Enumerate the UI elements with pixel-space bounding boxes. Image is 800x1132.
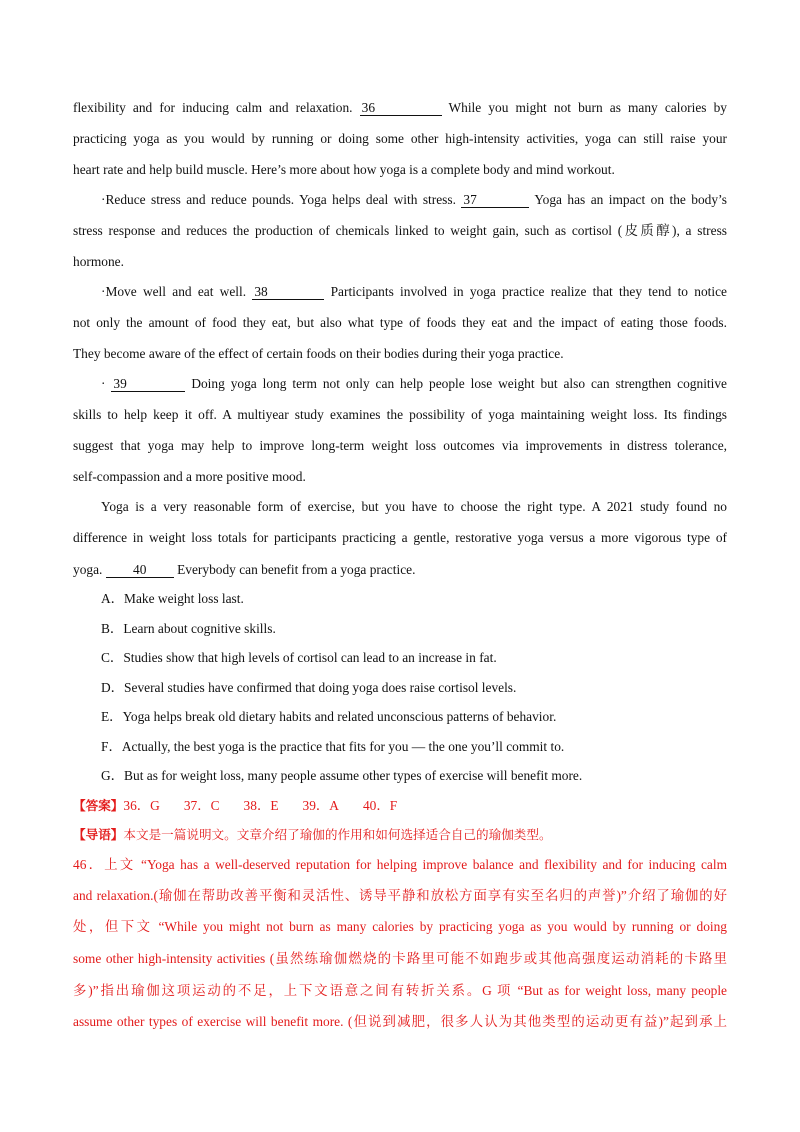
explanation-line-1: 46．上文 “Yoga has a well-deserved reputation for helping improve balance and flexibility and for inducing calm	[73, 857, 727, 872]
passage-line-3: heart rate and help build muscle. Here’s more about how yoga is a complete body and mind workout.	[73, 162, 615, 177]
explanation-line-4: some other high-intensity activities (虽然练瑜伽燃烧的卡路里可能不如跑步或其他高强度运动消耗的卡路里	[73, 951, 727, 966]
guide-text: 本文是一篇说明文。文章介绍了瑜伽的作用和如何选择适合自己的瑜伽类型。	[123, 827, 552, 842]
passage-line-5	[73, 222, 727, 240]
explanation-line-6: assume other types of exercise will benefit more. (但说到减肥，很多人认为其他类型的运动更有益)”起到承上	[73, 1014, 727, 1029]
passage-line-7	[101, 283, 727, 301]
text-segment: Yoga has an impact on the body’s	[534, 192, 727, 207]
answer-label: 【答案】	[73, 798, 124, 813]
passage-line-8: not only the amount of food they eat, but also what type of foods they eat and the impact of eating those foods.	[73, 315, 727, 330]
explanation-line-3: 处，但下文 “While you might not burn as many calories by practicing yoga as you would by running or doing	[73, 919, 727, 934]
text-segment: Doing yoga long term not only can help people lose weight but also can strengthen cognitive	[191, 376, 727, 391]
passage-line-1	[73, 99, 727, 117]
passage-line-11: skills to help keep it off. A multiyear study examines the possibility of yoga maintaining weight loss. Its findings	[73, 407, 727, 422]
passage-line-12: suggest that yoga may help to improve long-term weight loss outcomes via improvements in distress tolerance,	[73, 438, 727, 453]
blank-36: 36	[360, 101, 442, 116]
passage-line-16	[73, 561, 727, 579]
passage-line-10	[101, 375, 727, 393]
answer-line	[73, 797, 727, 815]
passage-line-9: They become aware of the effect of certain foods on their bodies during their yoga practice.	[73, 346, 564, 361]
answer-item: 40．F	[362, 798, 398, 813]
passage-line-14: Yoga is a very reasonable form of exercise, but you have to choose the right type. A 2021 study found no	[101, 499, 727, 514]
blank-39: 39	[111, 377, 185, 392]
option-f: F．Actually, the best yoga is the practice that fits for you — the one you’ll commit to.	[101, 739, 565, 754]
answer-item: 36．G	[123, 798, 160, 813]
text-segment: ·Reduce stress and reduce pounds. Yoga helps deal with stress.	[101, 192, 456, 207]
blank-38: 38	[252, 285, 324, 300]
explanation-line-2: and relaxation.(瑜伽在帮助改善平衡和灵活性、诱导平静和放松方面享有实至名归的声誉)”介绍了瑜伽的好	[73, 888, 727, 903]
passage-line-4	[101, 191, 727, 209]
option-g: G．But as for weight loss, many people assume other types of exercise will benefit more.	[101, 768, 583, 783]
option-b: B．Learn about cognitive skills.	[101, 621, 276, 636]
passage-line-2: practicing yoga as you would by running or doing some other high-intensity activities, yoga can still raise your	[73, 131, 727, 146]
text-segment: ·Move well and eat well.	[101, 284, 247, 299]
text-segment: Everybody can benefit from a yoga practice.	[177, 562, 416, 577]
text-segment: Participants involved in yoga practice realize that they tend to notice	[330, 284, 727, 299]
passage-line-15: difference in weight loss totals for participants practicing a gentle, restorative yoga versus a more vigorous type of	[73, 530, 727, 545]
answer-item: 39．A	[302, 798, 339, 813]
option-e: E．Yoga helps break old dietary habits and related unconscious patterns of behavior.	[101, 709, 557, 724]
text-segment: While you might not burn as many calories by	[448, 100, 727, 115]
answer-item: 38．E	[243, 798, 279, 813]
option-d: D．Several studies have confirmed that doing yoga does raise cortisol levels.	[101, 680, 517, 695]
guide-line	[73, 826, 727, 844]
guide-label: 【导语】	[73, 827, 124, 842]
answer-item: 37．C	[183, 798, 220, 813]
text-segment: flexibility and for inducing calm and relaxation.	[73, 100, 353, 115]
passage-line-6: hormone.	[73, 254, 124, 269]
blank-40: 40	[106, 563, 174, 578]
text-segment: stress response and reduces the production of chemicals linked to weight gain, such as cortisol (皮质醇), a stress	[73, 223, 727, 238]
explanation-line-5: 多)”指出瑜伽这项运动的不足，上下文语意之间有转折关系。G 项 “But as for weight loss, many people	[73, 983, 727, 998]
option-a: A．Make weight loss last.	[101, 591, 244, 606]
text-segment: yoga.	[73, 562, 103, 577]
passage-line-13: self-compassion and a more positive mood.	[73, 469, 306, 484]
text-segment: ·	[101, 376, 106, 391]
option-c: C．Studies show that high levels of cortisol can lead to an increase in fat.	[101, 650, 497, 665]
blank-37: 37	[461, 193, 529, 208]
